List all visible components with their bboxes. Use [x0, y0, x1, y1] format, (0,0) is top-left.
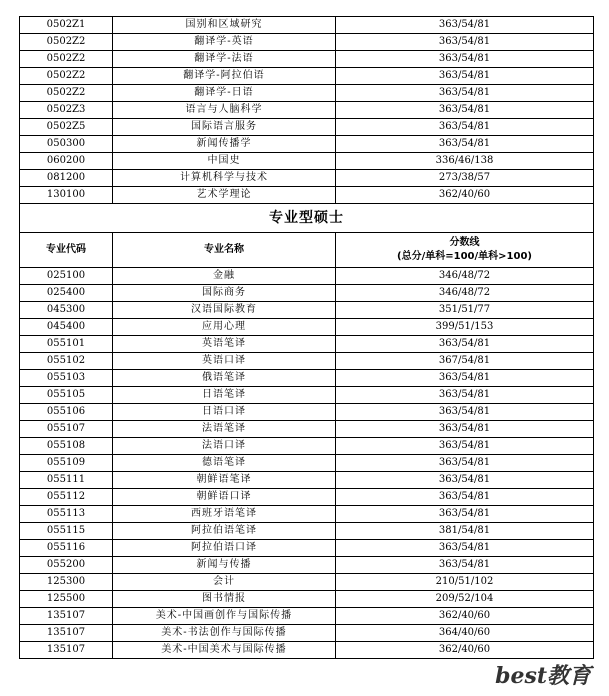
row-code: 050300 [20, 136, 113, 153]
table-row [20, 489, 594, 506]
row-name: 应用心理 [113, 319, 336, 336]
row-name: 国际语言服务 [113, 119, 336, 136]
table-row [20, 455, 594, 472]
row-name: 新闻与传播 [113, 557, 336, 574]
row-name: 计算机科学与技术 [113, 170, 336, 187]
row-score: 209/52/104 [336, 591, 594, 608]
row-code: 060200 [20, 153, 113, 170]
row-name: 法语笔译 [113, 421, 336, 438]
row-score: 363/54/81 [336, 387, 594, 404]
table-row [20, 404, 594, 421]
row-code: 055200 [20, 557, 113, 574]
row-name: 国别和区域研究 [113, 17, 336, 34]
row-name: 翻译学-英语 [113, 34, 336, 51]
row-code: 025400 [20, 285, 113, 302]
row-score: 363/54/81 [336, 557, 594, 574]
row-score: 363/54/81 [336, 404, 594, 421]
row-code: 0502Z1 [20, 17, 113, 34]
row-score: 363/54/81 [336, 68, 594, 85]
row-score: 363/54/81 [336, 34, 594, 51]
row-name: 法语口译 [113, 438, 336, 455]
section-title-row [20, 204, 594, 233]
row-code: 055102 [20, 353, 113, 370]
table-row [20, 574, 594, 591]
score-table [19, 16, 594, 659]
row-code: 025100 [20, 268, 113, 285]
table-row [20, 540, 594, 557]
professional-rows [20, 268, 594, 659]
row-code: 055109 [20, 455, 113, 472]
row-code: 0502Z3 [20, 102, 113, 119]
table-row [20, 102, 594, 119]
table-row [20, 319, 594, 336]
table-row [20, 302, 594, 319]
row-code: 135107 [20, 625, 113, 642]
row-score: 363/54/81 [336, 438, 594, 455]
row-code: 0502Z2 [20, 51, 113, 68]
row-code: 055103 [20, 370, 113, 387]
row-name: 图书情报 [113, 591, 336, 608]
row-code: 125300 [20, 574, 113, 591]
row-score: 210/51/102 [336, 574, 594, 591]
score-table-sheet [19, 16, 593, 659]
table-row [20, 370, 594, 387]
table-row [20, 472, 594, 489]
table-row [20, 523, 594, 540]
row-score: 367/54/81 [336, 353, 594, 370]
professional-section [20, 204, 594, 268]
header-row [20, 233, 594, 268]
row-score: 363/54/81 [336, 421, 594, 438]
row-score: 399/51/153 [336, 319, 594, 336]
table-row [20, 17, 594, 34]
row-name: 国际商务 [113, 285, 336, 302]
row-name: 日语笔译 [113, 387, 336, 404]
table-row [20, 51, 594, 68]
table-row [20, 608, 594, 625]
row-score: 363/54/81 [336, 102, 594, 119]
row-name: 金融 [113, 268, 336, 285]
row-name: 汉语国际教育 [113, 302, 336, 319]
row-name: 朝鲜语口译 [113, 489, 336, 506]
row-name: 美术-书法创作与国际传播 [113, 625, 336, 642]
row-code: 135107 [20, 642, 113, 659]
table-row [20, 119, 594, 136]
section-title: 专业型硕士 [20, 204, 594, 233]
table-row [20, 68, 594, 85]
row-score: 351/51/77 [336, 302, 594, 319]
table-row [20, 136, 594, 153]
table-row [20, 34, 594, 51]
row-name: 英语笔译 [113, 336, 336, 353]
row-score: 363/54/81 [336, 85, 594, 102]
row-name: 艺术学理论 [113, 187, 336, 204]
row-code: 045300 [20, 302, 113, 319]
row-score: 362/40/60 [336, 608, 594, 625]
table-row [20, 153, 594, 170]
row-code: 081200 [20, 170, 113, 187]
header-score-line2: (总分/单科=100/单科>100) [397, 251, 532, 262]
table-row [20, 591, 594, 608]
row-name: 阿拉伯语笔译 [113, 523, 336, 540]
row-name: 新闻传播学 [113, 136, 336, 153]
row-score: 363/54/81 [336, 119, 594, 136]
table-row [20, 557, 594, 574]
row-code: 0502Z2 [20, 34, 113, 51]
row-name: 美术-中国画创作与国际传播 [113, 608, 336, 625]
table-row [20, 642, 594, 659]
row-name: 西班牙语笔译 [113, 506, 336, 523]
row-score: 362/40/60 [336, 642, 594, 659]
row-score: 363/54/81 [336, 336, 594, 353]
row-name: 翻译学-日语 [113, 85, 336, 102]
row-score: 363/54/81 [336, 540, 594, 557]
table-row [20, 387, 594, 404]
row-code: 045400 [20, 319, 113, 336]
table-row [20, 353, 594, 370]
row-name: 英语口译 [113, 353, 336, 370]
row-name: 会计 [113, 574, 336, 591]
header-score-line1: 分数线 [449, 237, 480, 248]
row-score: 363/54/81 [336, 136, 594, 153]
row-name: 日语口译 [113, 404, 336, 421]
row-code: 055106 [20, 404, 113, 421]
row-code: 055112 [20, 489, 113, 506]
row-name: 美术-中国美术与国际传播 [113, 642, 336, 659]
row-name: 翻译学-阿拉伯语 [113, 68, 336, 85]
table-row [20, 187, 594, 204]
row-score: 336/46/138 [336, 153, 594, 170]
row-code: 055111 [20, 472, 113, 489]
row-score: 362/40/60 [336, 187, 594, 204]
row-score: 363/54/81 [336, 17, 594, 34]
row-code: 0502Z2 [20, 85, 113, 102]
row-name: 俄语笔译 [113, 370, 336, 387]
header-name: 专业名称 [113, 233, 336, 268]
row-score: 363/54/81 [336, 489, 594, 506]
table-row [20, 285, 594, 302]
row-code: 135107 [20, 608, 113, 625]
academic-rows [20, 17, 594, 204]
row-code: 055108 [20, 438, 113, 455]
row-code: 130100 [20, 187, 113, 204]
table-row [20, 85, 594, 102]
row-score: 381/54/81 [336, 523, 594, 540]
row-score: 273/38/57 [336, 170, 594, 187]
table-row [20, 438, 594, 455]
row-score: 364/40/60 [336, 625, 594, 642]
row-code: 055113 [20, 506, 113, 523]
header-code: 专业代码 [20, 233, 113, 268]
table-row [20, 421, 594, 438]
table-row [20, 625, 594, 642]
row-name: 朝鲜语笔译 [113, 472, 336, 489]
row-name: 阿拉伯语口译 [113, 540, 336, 557]
row-code: 0502Z2 [20, 68, 113, 85]
row-code: 055105 [20, 387, 113, 404]
row-name: 语言与人脑科学 [113, 102, 336, 119]
row-name: 中国史 [113, 153, 336, 170]
row-score: 363/54/81 [336, 51, 594, 68]
table-row [20, 268, 594, 285]
header-score [336, 233, 594, 268]
row-code: 055116 [20, 540, 113, 557]
row-code: 055107 [20, 421, 113, 438]
table-row [20, 336, 594, 353]
row-score: 363/54/81 [336, 455, 594, 472]
row-score: 346/48/72 [336, 268, 594, 285]
row-score: 363/54/81 [336, 472, 594, 489]
row-score: 346/48/72 [336, 285, 594, 302]
row-code: 0502Z5 [20, 119, 113, 136]
row-name: 德语笔译 [113, 455, 336, 472]
watermark-logo: best教育 [495, 663, 591, 689]
row-code: 055101 [20, 336, 113, 353]
row-name: 翻译学-法语 [113, 51, 336, 68]
table-row [20, 506, 594, 523]
table-row [20, 170, 594, 187]
row-code: 055115 [20, 523, 113, 540]
row-code: 125500 [20, 591, 113, 608]
row-score: 363/54/81 [336, 506, 594, 523]
row-score: 363/54/81 [336, 370, 594, 387]
